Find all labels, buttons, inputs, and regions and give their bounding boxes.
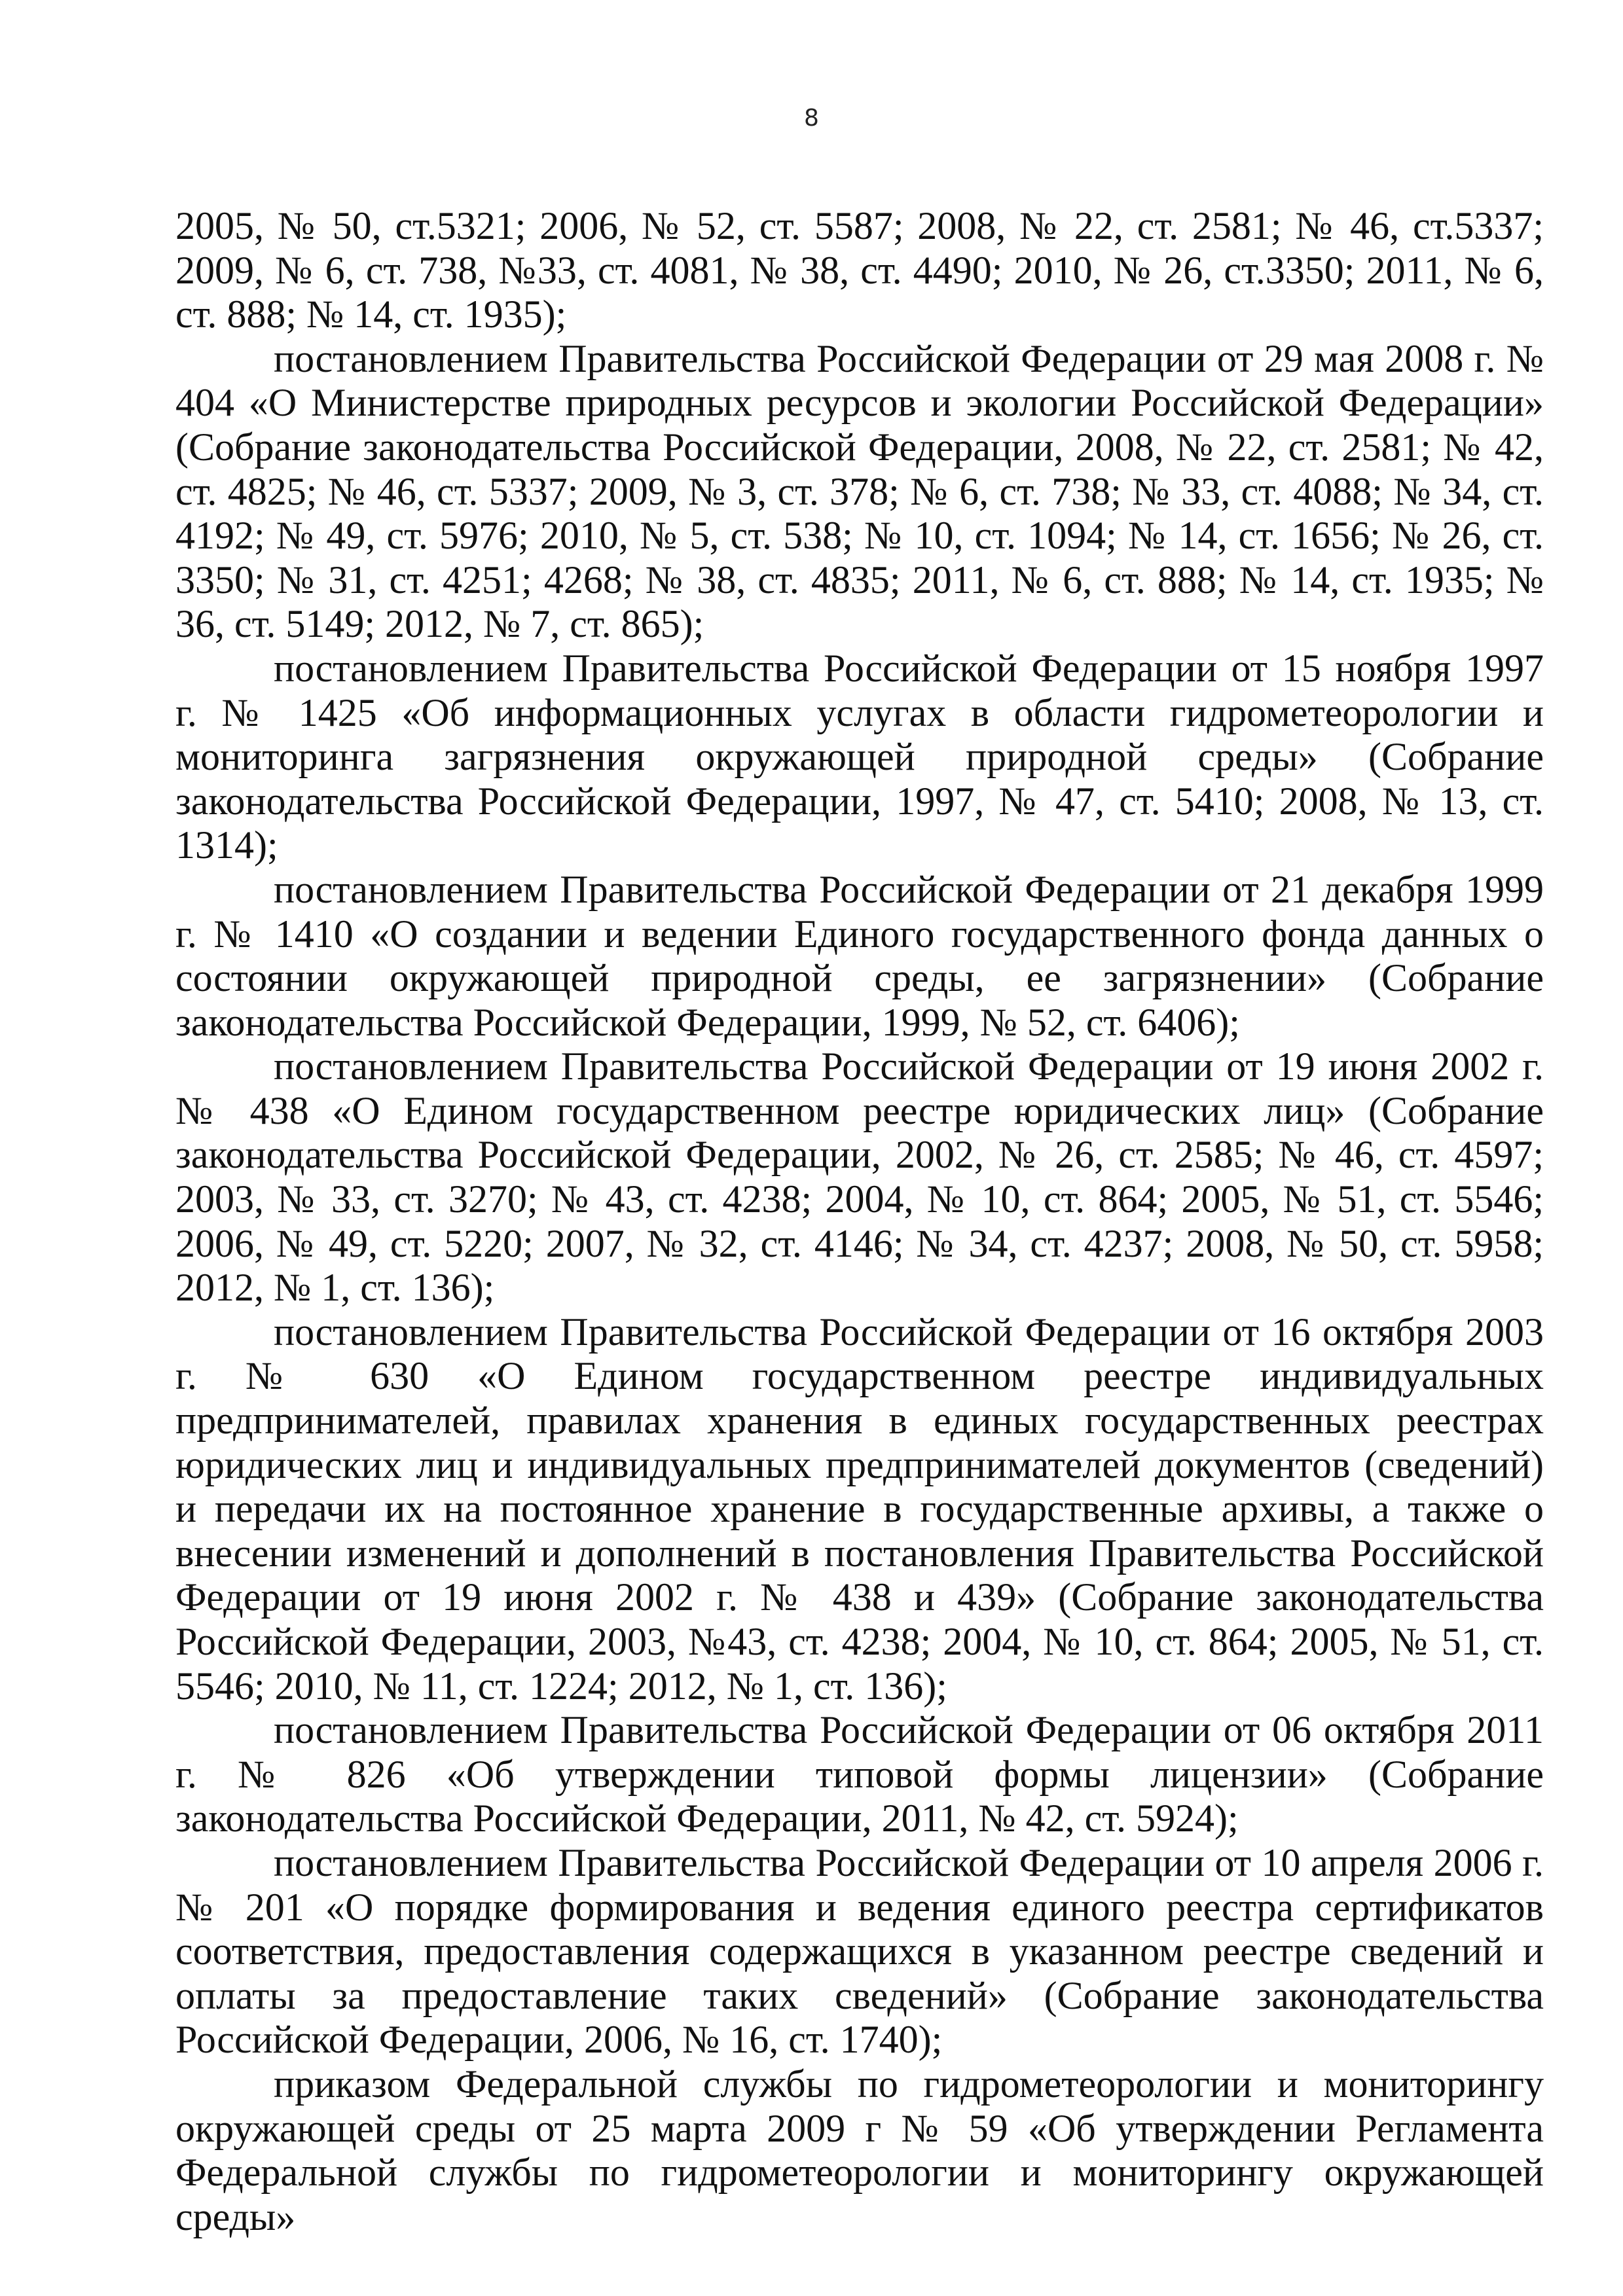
paragraph-decree-1425: постановлением Правительства Российской Федерации от 15 ноября 1997 г. № 1425 «Об информационных услугах в области гидрометеорологии и мониторинга загрязнения окружающей природной среды» (Собрание законодательства Российской Федерации, 1997, № 47, ст. 5410; 2008, № 13, ст. 1314); [175,646,1544,867]
paragraph-order-59: приказом Федеральной службы по гидрометеорологии и мониторингу окружающей среды от 25 марта 2009 г № 59 «Об утверждении Регламента Федеральной службы по гидрометеорологии и мониторингу окружающей среды» [175,2062,1544,2238]
paragraph-decree-404: постановлением Правительства Российской Федерации от 29 мая 2008 г. № 404 «О Министерстве природных ресурсов и экологии Российской Федерации» (Собрание законодательства Российской Федерации, 2008, № 22, ст. 2581; № 42, ст. 4825; № 46, ст. 5337; 2009, № 3, ст. 378; № 6, ст. 738; № 33, ст. 4088; № 34, ст. 4192; № 49, ст. 5976; 2010, № 5, ст. 538; № 10, ст. 1094; № 14, ст. 1656; № 26, ст. 3350; № 31, ст. 4251; 4268; № 38, ст. 4835; 2011, № 6, ст. 888; № 14, ст. 1935; № 36, ст. 5149; 2012, № 7, ст. 865); [175,336,1544,646]
document-body [175,204,1544,2239]
paragraph-continuation: 2005, № 50, ст.5321; 2006, № 52, ст. 5587; 2008, № 22, ст. 2581; № 46, ст.5337; 2009, № 6, ст. 738, №33, ст. 4081, № 38, ст. 4490; 2010, № 26, ст.3350; 2011, № 6, ст. 888; № 14, ст. 1935); [175,204,1544,336]
page-number: 8 [804,105,819,132]
paragraph-decree-826: постановлением Правительства Российской Федерации от 06 октября 2011 г. № 826 «Об утверждении типовой формы лицензии» (Собрание законодательства Российской Федерации, 2011, № 42, ст. 5924); [175,1708,1544,1840]
paragraph-decree-630: постановлением Правительства Российской Федерации от 16 октября 2003 г. № 630 «О Едином государственном реестре индивидуальных предпринимателей, правилах хранения в единых государственных реестрах юридических лиц и индивидуальных предпринимателей документов (сведений) и передачи их на постоянное хранение в государственные архивы, а также о внесении изменений и дополнений в постановления Правительства Российской Федерации от 19 июня 2002 г. № 438 и 439» (Собрание законодательства Российской Федерации, 2003, №43, ст. 4238; 2004, № 10, ст. 864; 2005, № 51, ст. 5546; 2010, № 11, ст. 1224; 2012, № 1, ст. 136); [175,1310,1544,1708]
paragraph-decree-1410: постановлением Правительства Российской Федерации от 21 декабря 1999 г. № 1410 «О создании и ведении Единого государственного фонда данных о состоянии окружающей природной среды, ее загрязнении» (Собрание законодательства Российской Федерации, 1999, № 52, ст. 6406); [175,867,1544,1044]
paragraph-decree-438: постановлением Правительства Российской Федерации от 19 июня 2002 г. № 438 «О Едином государственном реестре юридических лиц» (Собрание законодательства Российской Федерации, 2002, № 26, ст. 2585; № 46, ст. 4597; 2003, № 33, ст. 3270; № 43, ст. 4238; 2004, № 10, ст. 864; 2005, № 51, ст. 5546; 2006, № 49, ст. 5220; 2007, № 32, ст. 4146; № 34, ст. 4237; 2008, № 50, ст. 5958; 2012, № 1, ст. 136); [175,1045,1544,1310]
paragraph-decree-201: постановлением Правительства Российской Федерации от 10 апреля 2006 г. № 201 «О порядке формирования и ведения единого реестра сертификатов соответствия, предоставления содержащихся в указанном реестре сведений и оплаты за предоставление таких сведений» (Собрание законодательства Российской Федерации, 2006, № 16, ст. 1740); [175,1840,1544,2062]
